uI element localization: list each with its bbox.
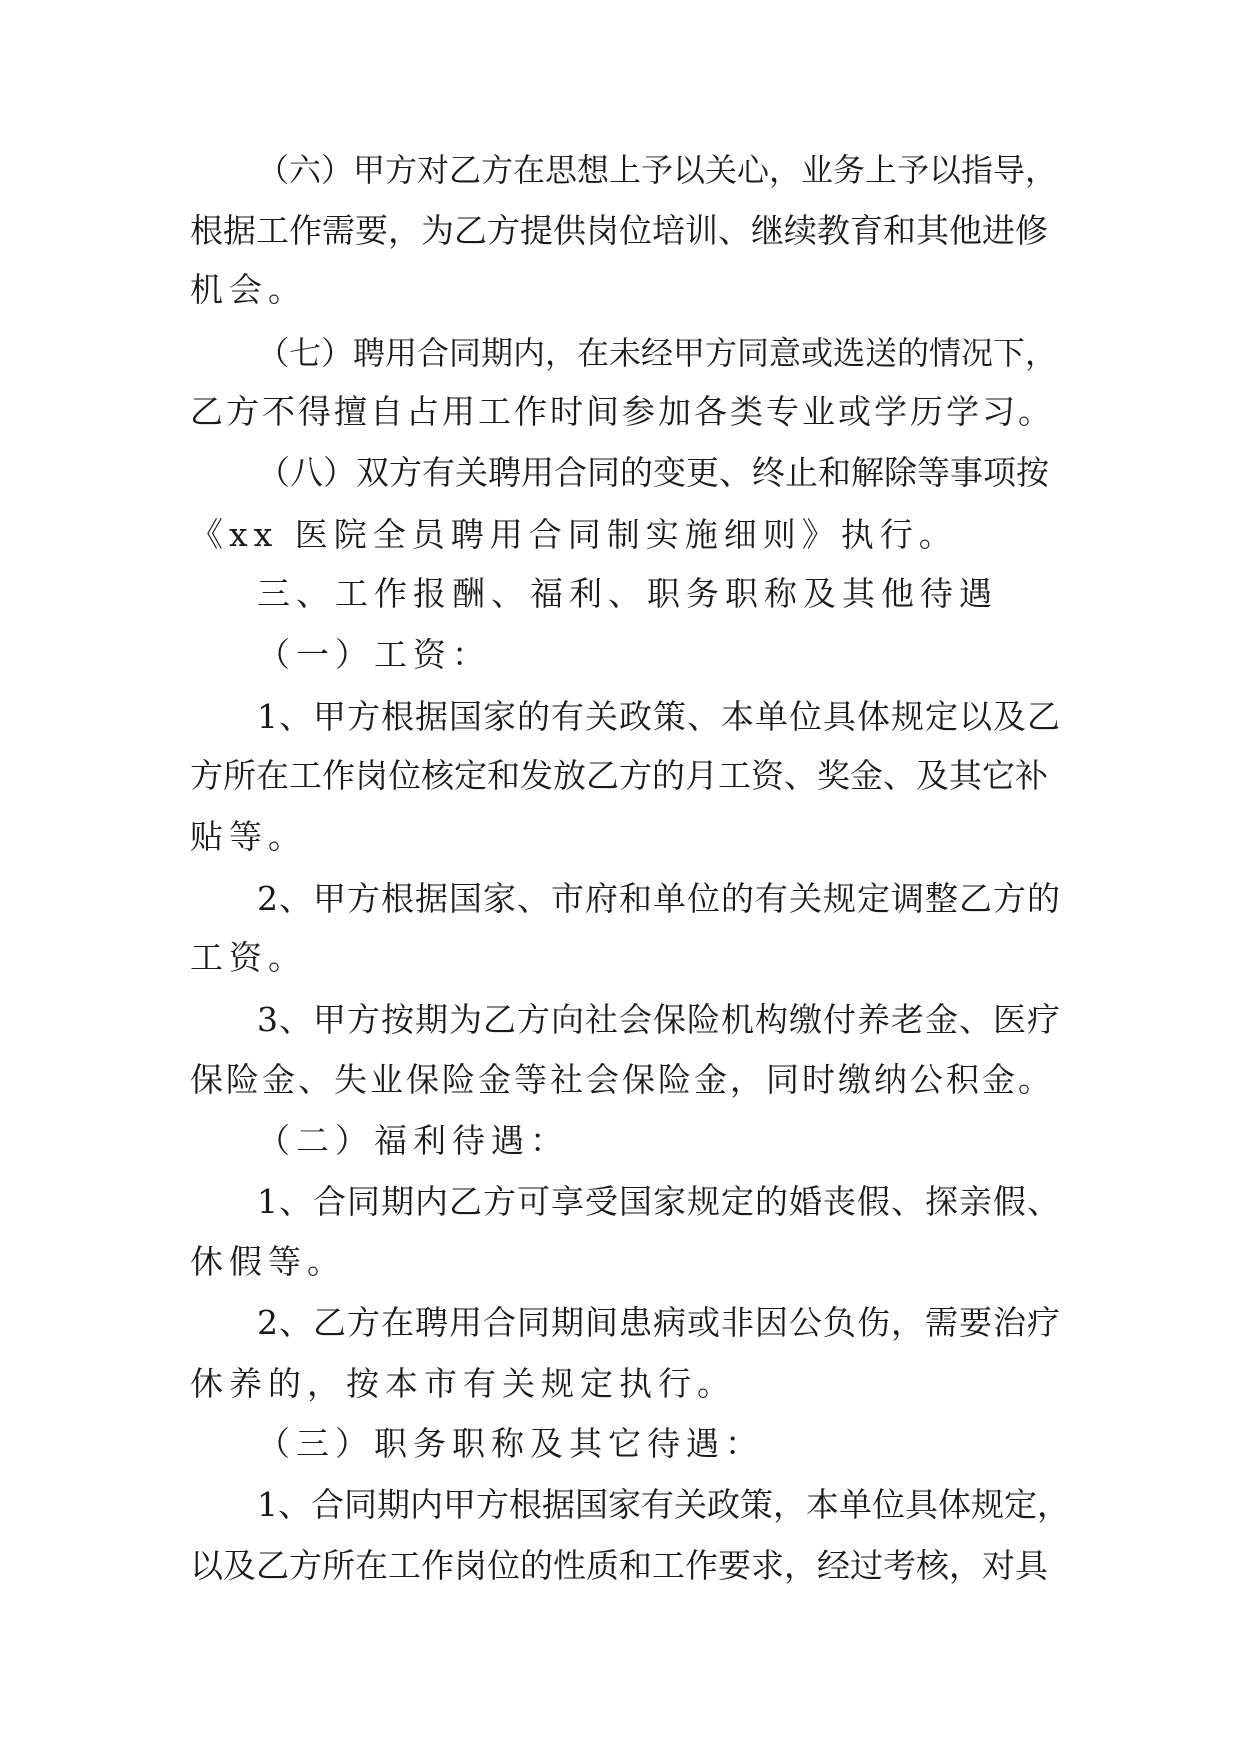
text-line: 1、合同期内甲方根据国家有关政策，本单位具体规定， bbox=[257, 1485, 1070, 1524]
text-line: （八）双方有关聘用合同的变更、终止和解除等事项按 bbox=[257, 453, 1049, 492]
subsection-heading: （三）职务职称及其它待遇： bbox=[257, 1424, 764, 1463]
text-line: 休养的，按本市有关规定执行。 bbox=[190, 1364, 736, 1403]
text-line: 乙方不得擅自占用工作时间参加各类专业或学历学习。 bbox=[190, 392, 1054, 431]
text-line: 休假等。 bbox=[190, 1242, 346, 1281]
text-line: 工资。 bbox=[190, 938, 307, 977]
text-line: 3、甲方按期为乙方向社会保险机构缴付养老金、医疗 bbox=[257, 1000, 1061, 1039]
text-line: 保险金、失业保险金等社会保险金，同时缴纳公积金。 bbox=[190, 1060, 1054, 1099]
text-line: 1、甲方根据国家的有关政策、本单位具体规定以及乙 bbox=[257, 697, 1061, 736]
text-line: 贴等。 bbox=[190, 817, 307, 856]
text-line: 方所在工作岗位核定和发放乙方的月工资、奖金、及其它补 bbox=[190, 756, 1048, 795]
text-line: （七）聘用合同期内，在未经甲方同意或选送的情况下， bbox=[257, 334, 1058, 372]
text-line: 以及乙方所在工作岗位的性质和工作要求，经过考核，对具 bbox=[190, 1546, 1048, 1585]
text-line: 根据工作需要，为乙方提供岗位培训、继续教育和其他进修 bbox=[190, 211, 1048, 250]
text-line: 2、甲方根据国家、市府和单位的有关规定调整乙方的 bbox=[257, 879, 1061, 918]
text-line: 2、乙方在聘用合同期间患病或非因公负伤，需要治疗 bbox=[257, 1303, 1061, 1342]
text-line: 1、合同期内乙方可享受国家规定的婚丧假、探亲假、 bbox=[257, 1182, 1061, 1221]
text-line: 机会。 bbox=[190, 270, 307, 309]
text-line: 《xx 医院全员聘用合同制实施细则》执行。 bbox=[190, 515, 958, 554]
subsection-heading: （二）福利待遇： bbox=[257, 1121, 569, 1160]
subsection-heading: （一）工资： bbox=[257, 635, 491, 674]
text-line: （六）甲方对乙方在思想上予以关心，业务上予以指导， bbox=[257, 151, 1058, 189]
section-heading: 三、工作报酬、福利、职务职称及其他待遇 bbox=[257, 574, 998, 613]
